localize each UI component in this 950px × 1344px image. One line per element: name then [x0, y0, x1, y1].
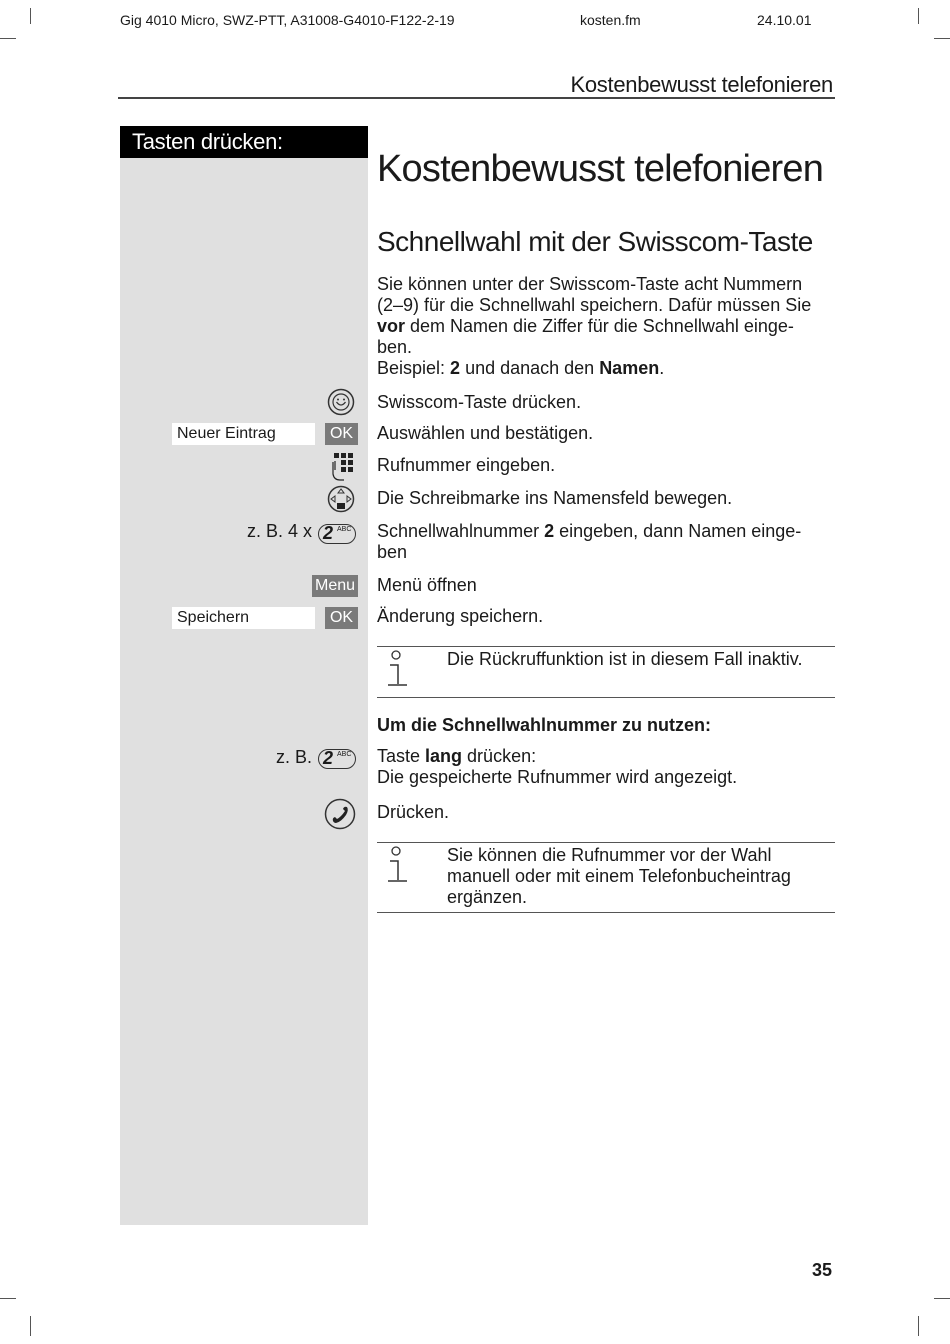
- navigation-key-icon[interactable]: [327, 485, 355, 513]
- intro-paragraph: Sie können unter der Swisscom-Taste acht Nummern (2–9) für die Schnellwahl speichern. Dafür müssen Sie vor dem Namen die Ziffer für die Schnellwahl einge- ben. Beispiel: 2 und danach den Namen.: [377, 274, 812, 378]
- usage-title: Um die Schnellwahlnummer zu nutzen:: [377, 715, 712, 735]
- info-icon: [384, 650, 410, 690]
- key-letters: ABC: [337, 751, 352, 758]
- ok-softkey[interactable]: OK: [325, 423, 358, 445]
- example-label: z. B.: [275, 747, 312, 767]
- usage-step-text: Taste lang drücken: Die gespeicherte Rufnummer wird angezeigt.: [377, 746, 738, 787]
- section-title: Schnellwahl mit der Swisscom-Taste: [377, 226, 813, 257]
- crop-mark: [0, 1298, 16, 1299]
- note-callback-text: Die Rückruffunktion ist in diesem Fall inaktiv.: [447, 649, 803, 669]
- crop-mark: [30, 8, 31, 24]
- page-number: 35: [812, 1260, 833, 1280]
- example-label: z. B. 4 x: [246, 521, 312, 541]
- keys-sidebar: [120, 126, 368, 1225]
- step-cursor-text: Die Schreibmarke ins Namensfeld bewegen.: [377, 488, 733, 508]
- call-key-icon[interactable]: [324, 798, 356, 830]
- display-speichern: Speichern: [172, 607, 315, 629]
- display-neuer-eintrag: Neuer Eintrag: [172, 423, 315, 445]
- note-rule-top: [377, 842, 835, 843]
- note-rule-bottom: [377, 697, 835, 698]
- key-letters: ABC: [337, 526, 352, 533]
- step-select-text: Auswählen und bestätigen.: [377, 423, 594, 443]
- running-head: Kostenbewusst telefonieren: [570, 72, 833, 97]
- crop-mark: [934, 38, 950, 39]
- step-number-text: Rufnummer eingeben.: [377, 455, 556, 475]
- crop-mark: [0, 38, 16, 39]
- info-icon: [384, 846, 410, 886]
- header-doc-id: Gig 4010 Micro, SWZ-PTT, A31008-G4010-F122-2-19: [120, 12, 455, 28]
- step-save-text: Änderung speichern.: [377, 606, 544, 626]
- page-title: Kostenbewusst telefonieren: [377, 148, 824, 190]
- ok-softkey[interactable]: OK: [325, 607, 358, 629]
- crop-mark: [918, 1316, 919, 1336]
- header-date: 24.10.01: [757, 12, 812, 28]
- step-swisscom-text: Swisscom-Taste drücken.: [377, 392, 582, 412]
- note-supplement-text: Sie können die Rufnummer vor der Wahl manuell oder mit einem Telefonbucheintrag ergänzen.: [447, 845, 791, 907]
- step-speed-dial-text: Schnellwahlnummer 2 eingeben, dann Namen einge- ben: [377, 521, 802, 562]
- swisscom-key-icon[interactable]: [327, 388, 355, 416]
- key-2-button[interactable]: [318, 524, 356, 544]
- header-rule: [118, 97, 835, 99]
- key-digit: 2: [323, 523, 334, 543]
- crop-mark: [30, 1316, 31, 1336]
- key-2-button[interactable]: [318, 749, 356, 769]
- menu-softkey[interactable]: Menu: [312, 575, 358, 597]
- keypad-icon[interactable]: [330, 452, 358, 482]
- crop-mark: [934, 1298, 950, 1299]
- key-digit: 2: [323, 748, 334, 768]
- crop-mark: [918, 8, 919, 24]
- sidebar-title: Tasten drücken:: [120, 126, 368, 158]
- note-rule-bottom: [377, 912, 835, 913]
- note-rule-top: [377, 646, 835, 647]
- step-menu-text: Menü öffnen: [377, 575, 477, 595]
- header-file-name: kosten.fm: [580, 12, 641, 28]
- usage-press-text: Drücken.: [377, 802, 450, 822]
